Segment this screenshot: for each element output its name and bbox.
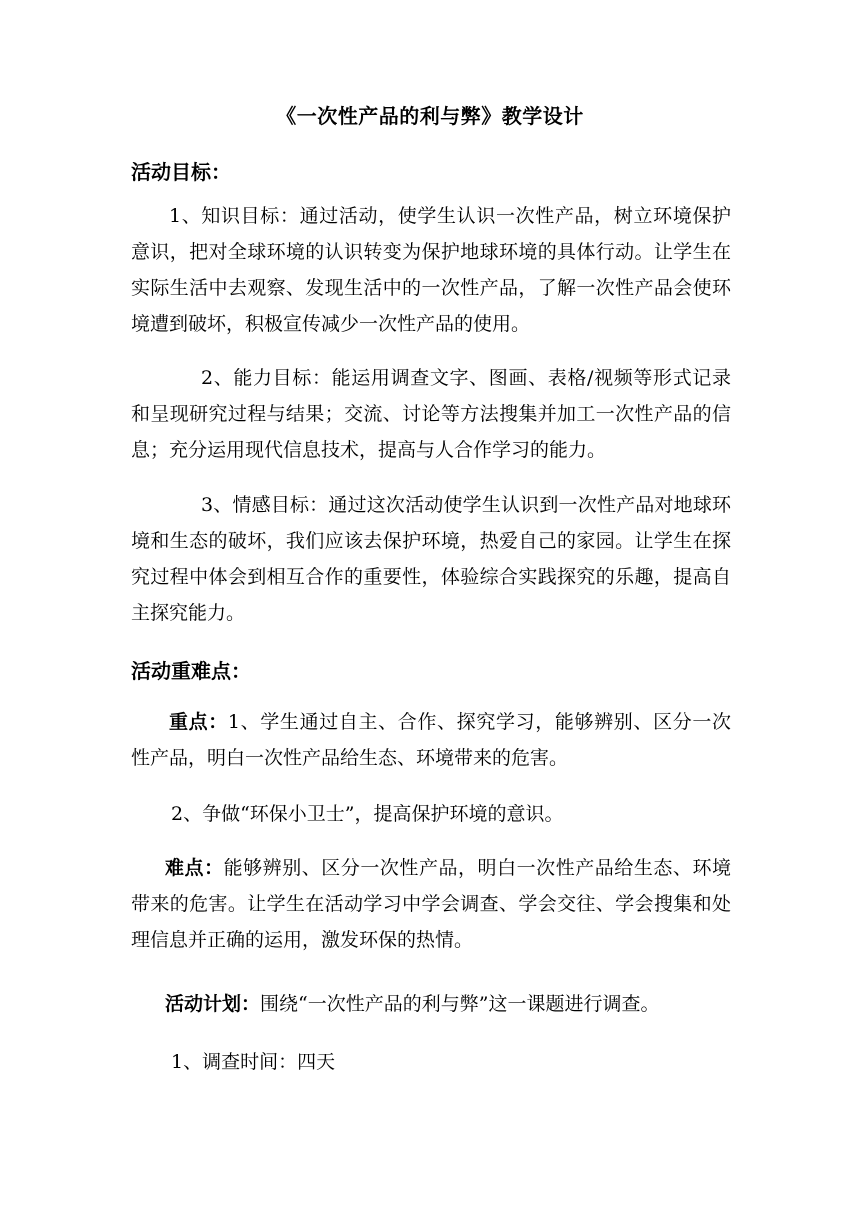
difficulty-paragraph bbox=[131, 850, 731, 958]
plan-label: 活动计划： bbox=[165, 993, 261, 1015]
goal-knowledge-paragraph: 1、知识目标：通过活动，使学生认识一次性产品，树立环境保护意识，把对全球环境的认识转变为保护地球环境的具体行动。让学生在实际生活中去观察、发现生活中的一次性产品，了解一次性产品会使环境遭到破坏，积极宣传减少一次性产品的使用。 bbox=[131, 205, 731, 335]
goal-ability-paragraph: 2、能力目标：能运用调查文字、图画、表格/视频等形式记录和呈现研究过程与结果；交流、讨论等方法搜集并加工一次性产品的信息；充分运用现代信息技术，提高与人合作学习的能力。 bbox=[131, 367, 731, 461]
focus-heading: 活动重难点： bbox=[131, 659, 251, 683]
key-point-item2: 2、争做“环保小卫士”，提高保护环境的意识。 bbox=[171, 803, 564, 825]
key-point-text: 1、学生通过自主、合作、探究学习，能够辨别、区分一次性产品，明白一次性产品给生态、环境带来的危害。 bbox=[131, 711, 731, 769]
key-point-label: 重点： bbox=[169, 711, 228, 733]
difficulty-text: 能够辨别、区分一次性产品，明白一次性产品给生态、环境带来的危害。让学生在活动学习中学会调查、学会交往、学会搜集和处理信息并正确的运用，激发环保的热情。 bbox=[131, 857, 731, 951]
document-title: 《一次性产品的利与弊》教学设计 bbox=[276, 104, 584, 128]
goals-heading: 活动目标： bbox=[131, 160, 231, 184]
difficulty-label: 难点： bbox=[165, 857, 224, 879]
plan-line bbox=[165, 990, 659, 1018]
key-point-paragraph bbox=[131, 704, 731, 776]
plan-item-survey-time: 1、调查时间：四天 bbox=[171, 1051, 336, 1073]
goal-emotion-paragraph: 3、情感目标：通过这次活动使学生认识到一次性产品对地球环境和生态的破坏，我们应该去保护环境，热爱自己的家园。让学生在探究过程中体会到相互合作的重要性，体验综合实践探究的乐趣，提高自主探究能力。 bbox=[131, 494, 731, 624]
plan-text: 围绕“一次性产品的利与弊”这一课题进行调查。 bbox=[260, 993, 660, 1015]
